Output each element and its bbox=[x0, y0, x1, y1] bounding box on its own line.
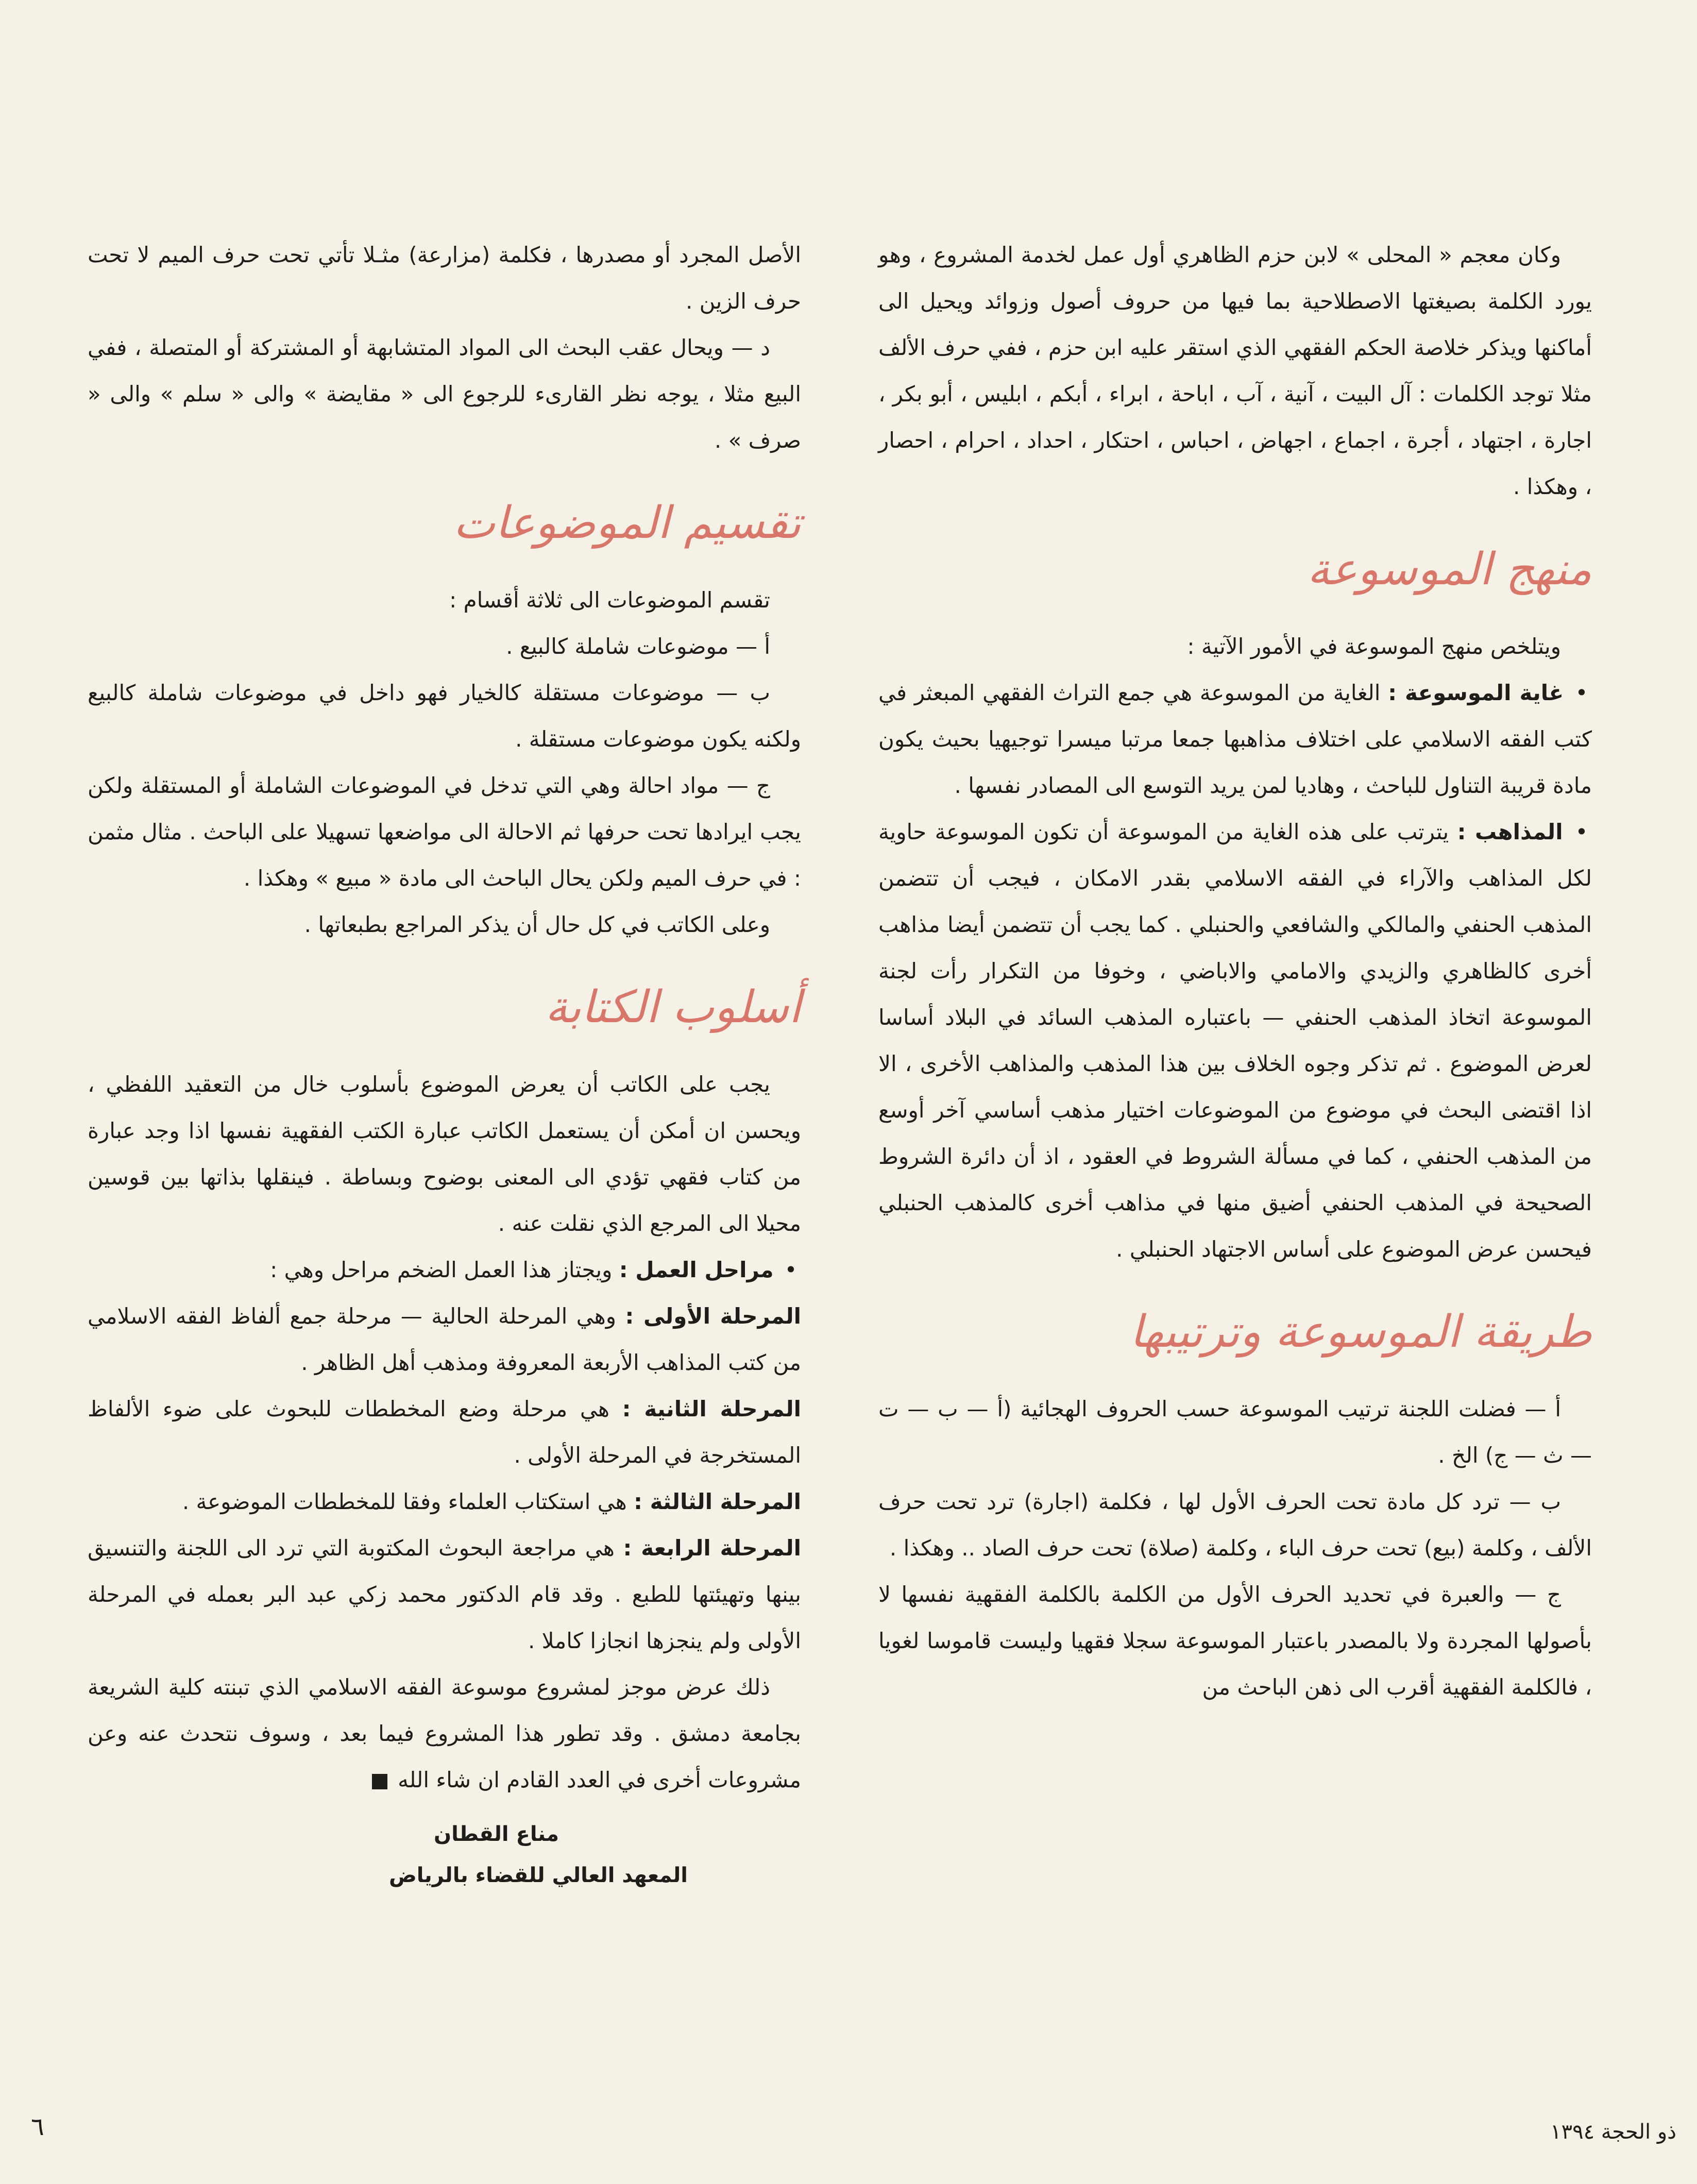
style-paragraph: يجب على الكاتب أن يعرض الموضوع بأسلوب خال من التعقيد اللفظي ، ويحسن ان أمكن أن يستعمل الكاتب عبارة الكتب الفقهية نفسها اذا وجد عبارة من كتاب فقهي تؤدي الى المعنى بوضوح وبساطة . فينقلها بذاتها بين قوسين محيلا الى المرجع الذي نقلت عنه . bbox=[88, 1072, 801, 1236]
stages-intro bbox=[88, 1247, 801, 1293]
arrangement-point-d: د — ويحال عقب البحث الى المواد المتشابهة أو المشتركة أو المتصلة ، ففي البيع مثلا ، يوجه نظر القارىء للرجوع الى « مقايضة » والى « سلم » والى « صرف » . bbox=[88, 335, 801, 453]
bullet-icon: • bbox=[1575, 819, 1588, 844]
stage-two-term: المرحلة الثانية : bbox=[622, 1396, 802, 1421]
stage-three-text: هي استكتاب العلماء وفقا للمخططات الموضوعة . bbox=[182, 1489, 627, 1514]
madhahib-term: المذاهب : bbox=[1457, 819, 1563, 844]
stage-two bbox=[88, 1386, 801, 1479]
page-number: ٦ bbox=[31, 2112, 44, 2141]
arrangement-point-c: ج — والعبرة في تحديد الحرف الأول من الكلمة بالكلمة الفقهية نفسها لا بأصولها المجردة ولا بالمصدر باعتبار الموسوعة سجلا فقهيا وليست قاموسا لغويا ، فالكلمة الفقهية أقرب الى ذهن الباحث من bbox=[878, 1582, 1592, 1700]
conclusion-paragraph bbox=[88, 1664, 801, 1803]
section-heading-style: أسلوب الكتابة bbox=[545, 981, 801, 1033]
left-column bbox=[88, 232, 801, 1896]
conclusion-text: ذلك عرض موجز لمشروع موسوعة الفقه الاسلامي الذي تبنته كلية الشريعة بجامعة دمشق . وقد تطور هذا المشروع فيما بعد ، وسوف نتحدث عنه وعن مشروعات أخرى في العدد القادم ان شاء الله bbox=[88, 1674, 801, 1792]
goal-text: الغاية من الموسوعة هي جمع التراث الفقهي المبعثر في كتب الفقه الاسلامي على اختلاف مذاهبها جمعا مرتبا ميسرا توجيهيا بحيث يكون مادة قريبة التناول للباحث ، وهاديا لمن يريد التوسع الى المصادر نفسها . bbox=[878, 680, 1592, 798]
division-point-b: ب — موضوعات مستقلة كالخيار فهو داخل في موضوعات شاملة كالبيع ولكنه يكون موضوعات مستقلة . bbox=[88, 680, 801, 752]
goal-term: غاية الموسوعة : bbox=[1388, 680, 1564, 705]
madhahib-paragraph bbox=[878, 809, 1592, 1273]
issue-date: ذو الحجة ١٣٩٤ bbox=[1550, 2120, 1676, 2144]
madhahib-text: يترتب على هذه الغاية من الموسوعة أن تكون الموسوعة حاوية لكل المذاهب والآراء في الفقه الاسلامي بقدر الامكان ، فيجب أن تتضمن المذهب الحنفي والمالكي والشافعي والحنبلي . كما يجب أن تتضمن أيضا مذاهب أخرى كالظاهري والزيدي والامامي والاباضي ، وخوفا من التكرار رأت لجنة الموسوعة اتخاذ المذهب الحنفي — باعتباره المذهب السائد في البلاد أساسا لعرض الموضوع . ثم تذكر وجوه الخلاف بين هذا المذهب والمذاهب الأخرى ، الا اذا اقتضى البحث في موضوع من الموضوعات اختيار مذهب أساسي آخر أوسع من المذهب الحنفي ، كما في مسألة الشروط في العقود ، اذ أن دائرة الشروط الصحيحة في المذهب الحنفي أضيق منها في مذاهب أخرى كالمذهب الحنبلي فيحسن عرض الموضوع على أساس الاجتهاد الحنبلي . bbox=[878, 819, 1592, 1262]
stage-four-term: المرحلة الرابعة : bbox=[623, 1535, 802, 1561]
author-institution: المعهد العالي للقضاء بالرياض bbox=[388, 1864, 688, 1887]
right-column bbox=[878, 232, 1592, 1711]
section-heading-arrangement: طريقة الموسوعة وترتيبها bbox=[1130, 1306, 1592, 1358]
stage-three-term: المرحلة الثالثة : bbox=[634, 1489, 801, 1514]
stage-four-text: هي مراجعة البحوث المكتوبة التي ترد الى اللجنة والتنسيق بينها وتهيئتها للطبع . وقد قام الدكتور محمد زكي عبد البر بعمله في المرحلة الأولى ولم ينجزها انجازا كاملا . bbox=[88, 1535, 801, 1653]
stage-one-term: المرحلة الأولى : bbox=[625, 1303, 801, 1329]
stages-term: مراحل العمل : bbox=[619, 1257, 774, 1282]
division-intro: تقسم الموضوعات الى ثلاثة أقسام : bbox=[449, 587, 770, 613]
signature bbox=[88, 1814, 801, 1896]
end-mark-icon bbox=[372, 1774, 387, 1789]
continued-paragraph: الأصل المجرد أو مصدرها ، فكلمة (مزارعة) مثـلا تأتي تحت حرف الميم لا تحت حرف الزين . bbox=[88, 242, 801, 314]
division-point-c: ج — مواد احالة وهي التي تدخل في الموضوعات الشاملة أو المستقلة ولكن يجب ايرادها تحت حرفها ثم الاحالة الى مواضعها تسهيلا على الباحث . مثال مثمن : في حرف الميم ولكن يحال الباحث الى مادة « مبيع » وهكذا . bbox=[88, 773, 801, 891]
intro-paragraph: وكان معجم « المحلى » لابن حزم الظاهري أول عمل لخدمة المشروع ، وهو يورد الكلمة بصيغتها الاصطلاحية بما فيها من حروف أصول وزوائد ويحيل الى أماكنها ويذكر خلاصة الحكم الفقهي الذي استقر عليه ابن حزم ، ففي حرف الألف مثلا توجد الكلمات : آل البيت ، آنية ، آب ، اباحة ، ابراء ، أبكم ، ابليس ، أبو بكر ، اجارة ، اجتهاد ، أجرة ، اجماع ، اجهاض ، احباس ، احتكار ، احداد ، احرام ، احصار ، وهكذا . bbox=[878, 242, 1592, 499]
section-heading-method: منهج الموسوعة bbox=[1307, 544, 1592, 595]
goal-paragraph bbox=[878, 670, 1592, 809]
arrangement-point-a: أ — فضلت اللجنة ترتيب الموسوعة حسب الحروف الهجائية (أ — ب — ت — ث — ج) الخ . bbox=[878, 1396, 1592, 1468]
division-note: وعلى الكاتب في كل حال أن يذكر المراجع بطبعاتها . bbox=[304, 912, 770, 937]
stages-text: ويجتاز هذا العمل الضخم مراحل وهي : bbox=[270, 1257, 613, 1282]
stage-three bbox=[88, 1479, 801, 1525]
division-point-a: أ — موضوعات شاملة كالبيع . bbox=[506, 634, 770, 659]
author-name: مناع القطان bbox=[433, 1822, 559, 1846]
stage-two-text: هي مرحلة وضع المخططات للبحوث على ضوء الألفاظ المستخرجة في المرحلة الأولى . bbox=[88, 1396, 801, 1468]
stage-four bbox=[88, 1525, 801, 1664]
bullet-icon: • bbox=[1575, 680, 1588, 705]
arrangement-point-b: ب — ترد كل مادة تحت الحرف الأول لها ، فكلمة (اجارة) ترد تحت حرف الألف ، وكلمة (بيع) تحت حرف الباء ، وكلمة (صلاة) تحت حرف الصاد .. وهكذا . bbox=[878, 1489, 1592, 1561]
stage-one bbox=[88, 1293, 801, 1386]
section-heading-division: تقسيم الموضوعات bbox=[453, 497, 801, 549]
bullet-icon: • bbox=[784, 1257, 797, 1282]
method-intro: ويتلخص منهج الموسوعة في الأمور الآتية : bbox=[1187, 634, 1561, 659]
stage-one-text: وهي المرحلة الحالية — مرحلة جمع ألفاظ الفقه الاسلامي من كتب المذاهب الأربعة المعروفة ومذهب أهل الظاهر . bbox=[88, 1303, 801, 1375]
